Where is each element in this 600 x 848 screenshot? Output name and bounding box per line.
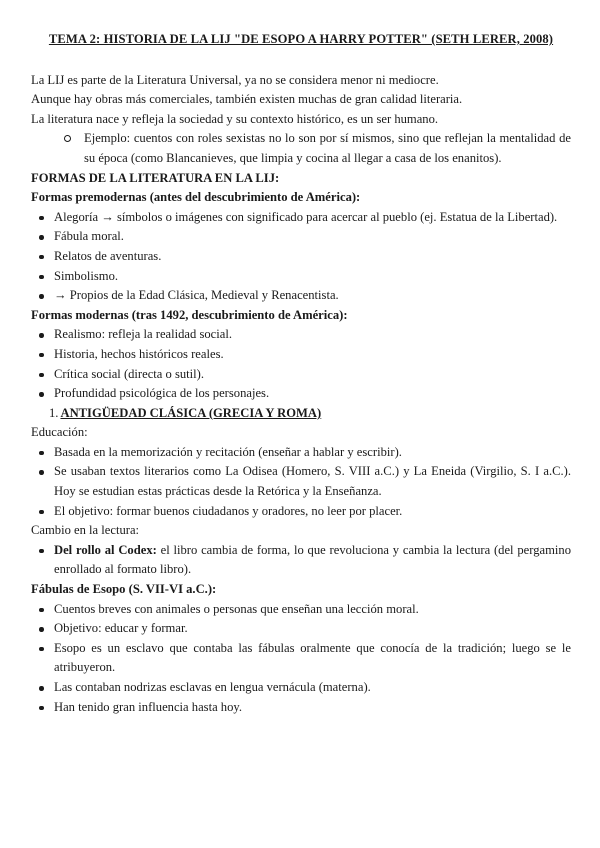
formas-heading: FORMAS DE LA LITERATURA EN LA LIJ: — [31, 170, 280, 185]
list-item: Simbolismo. — [31, 267, 571, 287]
list-item: Realismo: refleja la realidad social. — [31, 325, 571, 345]
list-item — [31, 541, 571, 580]
cambio-list — [31, 541, 571, 580]
list-item: Esopo es un esclavo que contaba las fábulas oralmente que conocía de la tradición; luego se le atribuyeron. — [31, 639, 571, 678]
document-title: TEMA 2: HISTORIA DE LA LIJ "DE ESOPO A HARRY POTTER" (SETH LERER, 2008) — [48, 32, 554, 46]
example-list — [31, 129, 571, 168]
fabulas-list — [31, 600, 571, 718]
list-item: Han tenido gran influencia hasta hoy. — [31, 698, 571, 718]
list-item: Las contaban nodrizas esclavas en lengua vernácula (materna). — [31, 678, 571, 698]
cambio-label: Cambio en la lectura: — [31, 523, 140, 538]
section-number: 1. — [49, 405, 59, 420]
example-item: Ejemplo: cuentos con roles sexistas no lo son por sí mismos, sino que reflejan la mentalidad de su época (como Blancanieves, que limpia y cocina al llegar a casa de los enanitos). — [31, 129, 571, 168]
intro-line-2: Aunque hay obras más comerciales, también existen muchas de gran calidad literaria. — [31, 92, 463, 107]
premodernas-list — [31, 208, 571, 306]
intro-line-3: La literatura nace y refleja la sociedad y su contexto histórico, es un ser humano. — [31, 111, 439, 126]
list-item: El objetivo: formar buenos ciudadanos y oradores, no leer por placer. — [31, 502, 571, 522]
list-item: Cuentos breves con animales o personas que enseñan una lección moral. — [31, 600, 571, 620]
list-item: Basada en la memorización y recitación (enseñar a hablar y escribir). — [31, 443, 571, 463]
premodernas-heading: Formas premodernas (antes del descubrimiento de América): — [31, 190, 361, 205]
list-item: Se usaban textos literarios como La Odisea (Homero, S. VIII a.C.) y La Eneida (Virgilio, S. I a.C.). Hoy se estudian estas prácticas desde la Retórica y la Enseñanza. — [31, 462, 571, 501]
list-item: → Propios de la Edad Clásica, Medieval y Renacentista. — [31, 286, 571, 306]
list-item: Historia, hechos históricos reales. — [31, 345, 571, 365]
modernas-list — [31, 325, 571, 403]
list-item: Fábula moral. — [31, 227, 571, 247]
list-item: Relatos de aventuras. — [31, 247, 571, 267]
list-item: Crítica social (directa o sutil). — [31, 365, 571, 385]
intro-line-1: La LIJ es parte de la Literatura Universal, ya no se considera menor ni mediocre. — [31, 72, 439, 87]
list-item: Objetivo: educar y formar. — [31, 619, 571, 639]
section-heading — [31, 404, 571, 424]
section-title: ANTIGÜEDAD CLÁSICA (GRECIA Y ROMA) — [60, 405, 322, 420]
list-item: Alegoría → símbolos o imágenes con significado para acercar al pueblo (ej. Estatua de la Libertad). — [31, 208, 571, 228]
list-item: Profundidad psicológica de los personajes. — [31, 384, 571, 404]
document-page — [31, 30, 571, 717]
modernas-heading: Formas modernas (tras 1492, descubrimiento de América): — [31, 307, 348, 322]
cambio-item-bold: Del rollo al Codex: — [54, 542, 157, 557]
fabulas-heading: Fábulas de Esopo (S. VII-VI a.C.): — [31, 582, 217, 597]
cambio-item-text: el libro cambia de forma, lo que revoluciona y cambia la lectura (del pergamino enrollado al formato libro). — [54, 542, 571, 577]
educacion-list — [31, 443, 571, 521]
educacion-label: Educación: — [31, 425, 88, 440]
